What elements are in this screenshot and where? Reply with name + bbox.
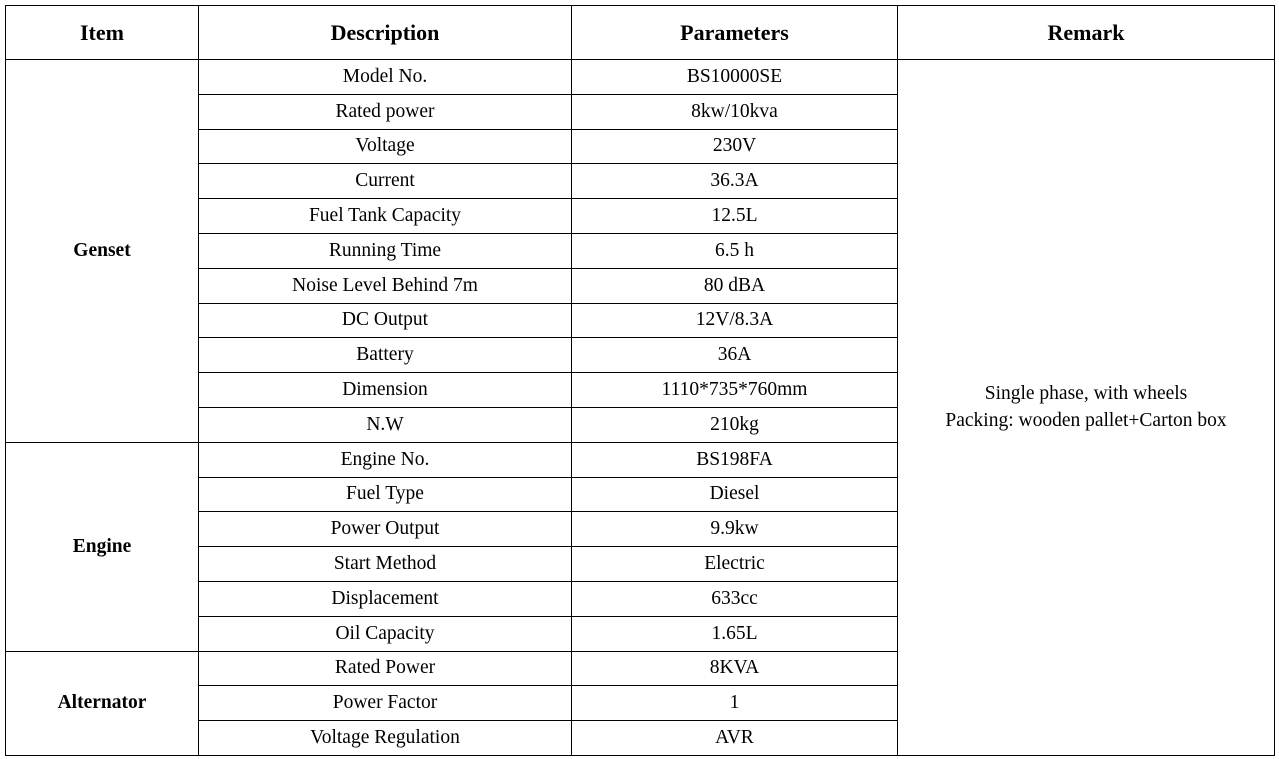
description-cell: Battery (199, 338, 572, 373)
description-cell: Displacement (199, 581, 572, 616)
remark-line-1: Single phase, with wheels (984, 383, 1188, 405)
description-cell: Dimension (199, 373, 572, 408)
parameter-cell: 1 (572, 686, 898, 721)
description-cell: Model No. (199, 60, 572, 95)
parameter-cell: 1.65L (572, 616, 898, 651)
description-cell: Voltage (199, 129, 572, 164)
parameter-cell: AVR (572, 721, 898, 756)
parameter-cell: 12.5L (572, 199, 898, 234)
spec-table (5, 5, 1275, 756)
description-cell: Power Factor (199, 686, 572, 721)
parameter-cell: 36.3A (572, 164, 898, 199)
description-cell: N.W (199, 407, 572, 442)
header-description: Description (199, 6, 572, 60)
description-cell: Rated power (199, 94, 572, 129)
parameter-cell: Diesel (572, 477, 898, 512)
parameter-cell: 8kw/10kva (572, 94, 898, 129)
description-cell: Running Time (199, 233, 572, 268)
description-cell: Current (199, 164, 572, 199)
parameter-cell: 12V/8.3A (572, 303, 898, 338)
description-cell: Voltage Regulation (199, 721, 572, 756)
description-cell: Oil Capacity (199, 616, 572, 651)
header-remark: Remark (898, 6, 1275, 60)
description-cell: Start Method (199, 547, 572, 582)
group-label: Engine (6, 442, 199, 651)
parameter-cell: BS10000SE (572, 60, 898, 95)
group-label: Genset (6, 60, 199, 443)
description-cell: Fuel Type (199, 477, 572, 512)
description-cell: Noise Level Behind 7m (199, 268, 572, 303)
header-parameters: Parameters (572, 6, 898, 60)
parameter-cell: Electric (572, 547, 898, 582)
parameter-cell: BS198FA (572, 442, 898, 477)
table-row (6, 60, 1275, 95)
parameter-cell: 633cc (572, 581, 898, 616)
spec-body (6, 60, 1275, 756)
parameter-cell: 6.5 h (572, 233, 898, 268)
parameter-cell: 9.9kw (572, 512, 898, 547)
parameter-cell: 230V (572, 129, 898, 164)
description-cell: Power Output (199, 512, 572, 547)
parameter-cell: 210kg (572, 407, 898, 442)
remark-cell (898, 60, 1275, 756)
description-cell: Rated Power (199, 651, 572, 686)
parameter-cell: 1110*735*760mm (572, 373, 898, 408)
description-cell: Engine No. (199, 442, 572, 477)
parameter-cell: 8KVA (572, 651, 898, 686)
parameter-cell: 36A (572, 338, 898, 373)
remark-line-2: Packing: wooden pallet+Carton box (945, 410, 1227, 432)
description-cell: DC Output (199, 303, 572, 338)
header-row (6, 6, 1275, 60)
description-cell: Fuel Tank Capacity (199, 199, 572, 234)
group-label: Alternator (6, 651, 199, 755)
header-item: Item (6, 6, 199, 60)
parameter-cell: 80 dBA (572, 268, 898, 303)
